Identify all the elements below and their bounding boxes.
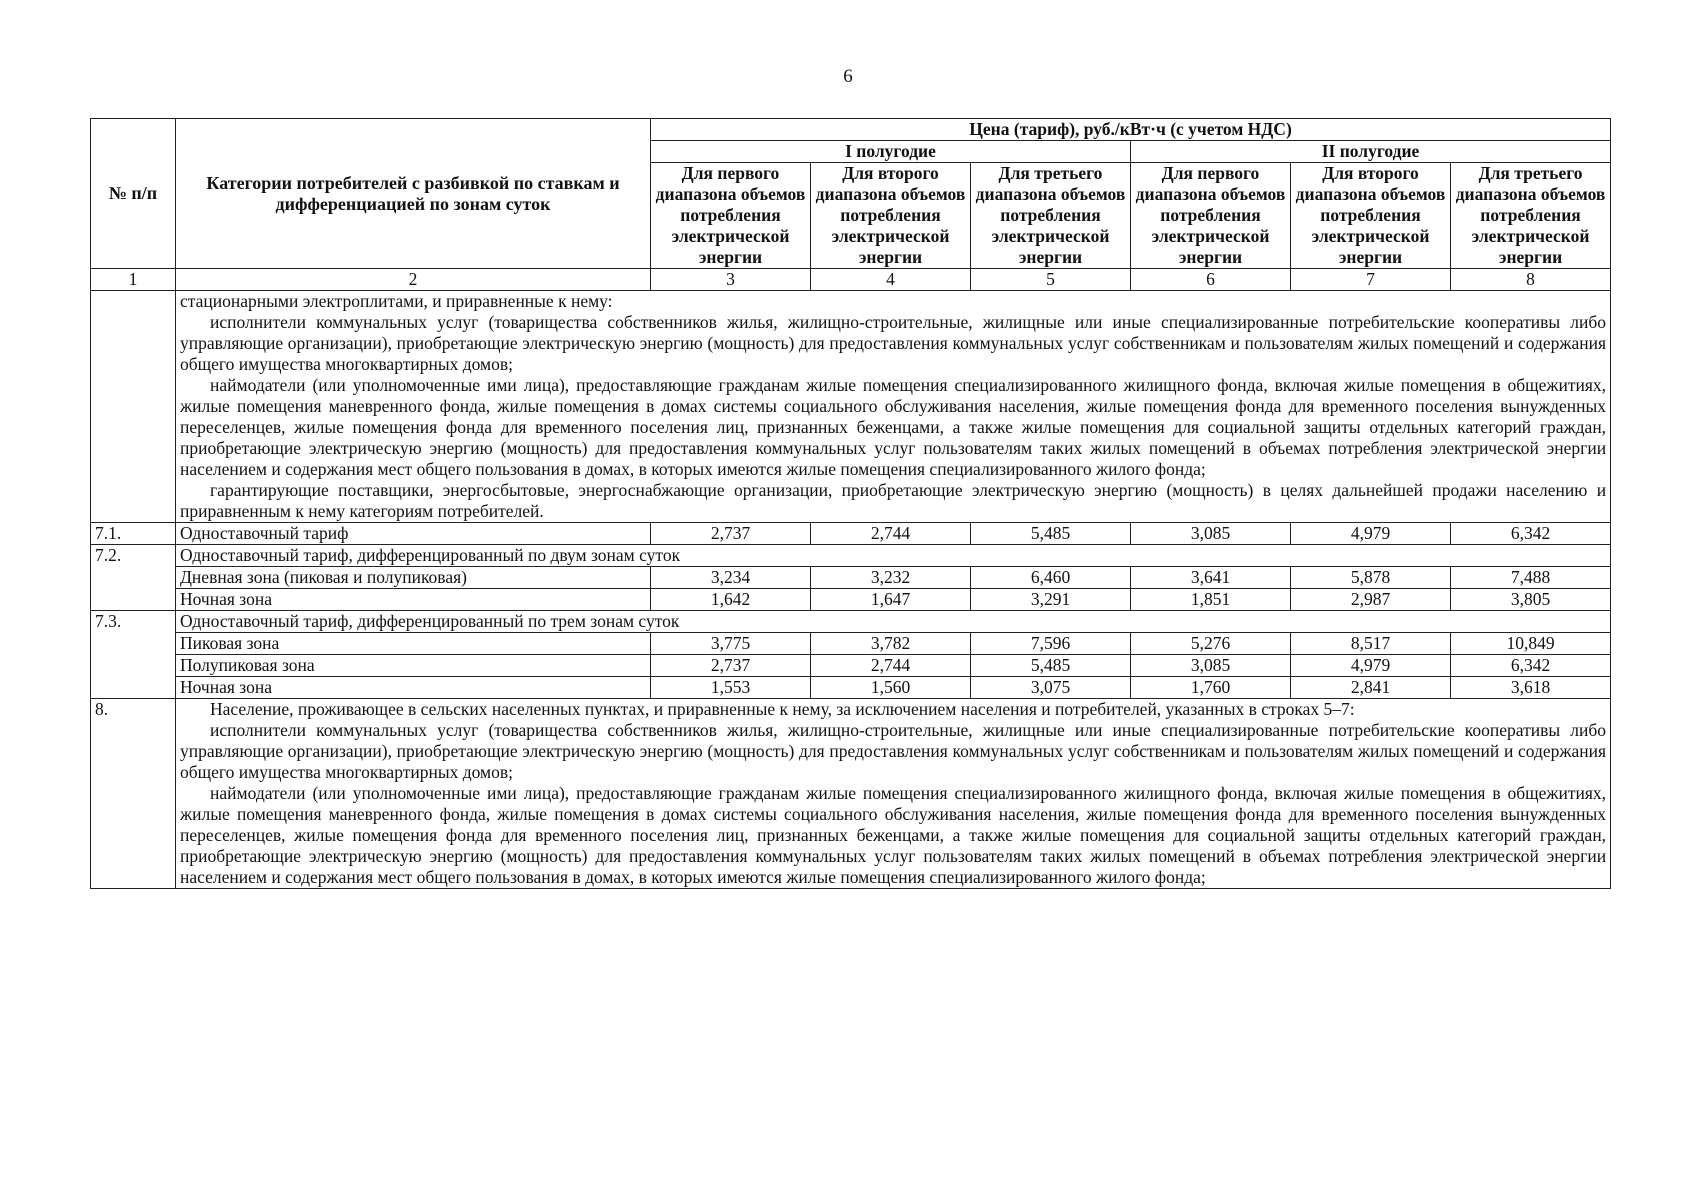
row-label: Полупиковая зона: [176, 655, 651, 677]
row-label: Ночная зона: [176, 589, 651, 611]
tariff-value: 2,987: [1291, 589, 1451, 611]
row-index: 7.3.: [91, 611, 176, 699]
tariff-value: 3,085: [1131, 655, 1291, 677]
table-row-7-3: [91, 611, 1611, 633]
row-index: 7.2.: [91, 545, 176, 611]
tariff-value: 1,560: [811, 677, 971, 699]
tariff-value: 3,782: [811, 633, 971, 655]
header-half-1: I полугодие: [651, 141, 1131, 163]
table-row-7-2: [91, 545, 1611, 567]
tariff-value: 3,775: [651, 633, 811, 655]
row-index: 7.1.: [91, 523, 176, 545]
intro-paragraph: стационарными электроплитами, и приравненные к нему:: [180, 291, 613, 311]
header-sub-col: Для второго диапазона объемов потребления электрической энергии: [1291, 163, 1451, 269]
table-row-8: [91, 699, 1611, 889]
tariff-value: 1,647: [811, 589, 971, 611]
row-label: Одноставочный тариф, дифференцированный по двум зонам суток: [176, 545, 1611, 567]
tariff-value: 8,517: [1291, 633, 1451, 655]
tariff-value: 10,849: [1451, 633, 1611, 655]
column-number: 7: [1291, 269, 1451, 291]
tariff-value: 5,276: [1131, 633, 1291, 655]
header-sub-col: Для первого диапазона объемов потребления электрической энергии: [651, 163, 811, 269]
page-number: 6: [843, 66, 853, 87]
header-category: Категории потребителей с разбивкой по ставкам и дифференциацией по зонам суток: [176, 119, 651, 269]
row-label: Одноставочный тариф, дифференцированный по трем зонам суток: [176, 611, 1611, 633]
column-number: 8: [1451, 269, 1611, 291]
row-index: 8.: [91, 699, 176, 889]
column-number: 3: [651, 269, 811, 291]
header-half-2: II полугодие: [1131, 141, 1611, 163]
tariff-value: 7,596: [971, 633, 1131, 655]
column-number: 6: [1131, 269, 1291, 291]
tariff-value: 6,342: [1451, 523, 1611, 545]
table-row-7-2-day: [91, 567, 1611, 589]
tariff-value: 1,760: [1131, 677, 1291, 699]
header-price: Цена (тариф), руб./кВт·ч (с учетом НДС): [651, 119, 1611, 141]
tariff-value: 2,841: [1291, 677, 1451, 699]
tariff-table: [90, 118, 1611, 889]
tariff-value: 1,553: [651, 677, 811, 699]
row-label: Дневная зона (пиковая и полупиковая): [176, 567, 651, 589]
tariff-value: 3,291: [971, 589, 1131, 611]
intro-idx: [91, 291, 176, 523]
tariff-value: 3,085: [1131, 523, 1291, 545]
tariff-value: 3,805: [1451, 589, 1611, 611]
tariff-value: 3,232: [811, 567, 971, 589]
intro-block-row: [91, 291, 1611, 523]
tariff-value: 3,234: [651, 567, 811, 589]
header-sub-col: Для второго диапазона объемов потребления электрической энергии: [811, 163, 971, 269]
tariff-value: 2,737: [651, 655, 811, 677]
row-label: Одноставочный тариф: [176, 523, 651, 545]
header-num: № п/п: [91, 119, 176, 269]
column-number: 1: [91, 269, 176, 291]
column-number-row: [91, 269, 1611, 291]
tariff-value: 4,979: [1291, 523, 1451, 545]
row-label: Пиковая зона: [176, 633, 651, 655]
header-row-1: [91, 119, 1611, 141]
table-row-7-3-peak: [91, 633, 1611, 655]
column-number: 4: [811, 269, 971, 291]
table-row-7-3-night: [91, 677, 1611, 699]
tariff-value: 4,979: [1291, 655, 1451, 677]
block8-paragraph: исполнители коммунальных услуг (товарищества собственников жилья, жилищно-строительные, жилищные или иные специализированные потребительские кооперативы либо управляющие организации), приобретающие электрическую энергию (мощность) для предоставления коммунальных услуг собственникам и пользователям жилых помещений и содержания общего имущества многоквартирных домов;: [180, 720, 1607, 782]
tariff-value: 5,485: [971, 655, 1131, 677]
block8-paragraph: наймодатели (или уполномоченные ими лица), предоставляющие гражданам жилые помещения специализированного жилищного фонда, включая жилые помещения в общежитиях, жилые помещения маневренного фонда, жилые помещения в домах системы социального обслуживания населения, жилые помещения фонда для временного поселения вынужденных переселенцев, жилые помещения фонда для временного поселения лиц, признанных беженцами, а также жилые помещения для социальной защиты отдельных категорий граждан, приобретающие электрическую энергию (мощность) для предоставления коммунальных услуг пользователям таких жилых помещений в объемах потребления электрической энергии населением и содержания мест общего пользования в домах, в которых имеются жилые помещения специализированного жилого фонда;: [180, 783, 1607, 887]
tariff-value: 1,642: [651, 589, 811, 611]
tariff-value: 2,744: [811, 523, 971, 545]
intro-paragraph: исполнители коммунальных услуг (товарищества собственников жилья, жилищно-строительные, жилищные или иные специализированные потребительские кооперативы либо управляющие организации), приобретающие электрическую энергию (мощность) для предоставления коммунальных услуг собственникам и пользователям жилых помещений и содержания общего имущества многоквартирных домов;: [180, 312, 1607, 374]
header-sub-col: Для третьего диапазона объемов потребления электрической энергии: [971, 163, 1131, 269]
column-number: 5: [971, 269, 1131, 291]
tariff-value: 3,618: [1451, 677, 1611, 699]
tariff-value: 6,342: [1451, 655, 1611, 677]
table-row-7-1: [91, 523, 1611, 545]
tariff-value: 5,878: [1291, 567, 1451, 589]
intro-text: [176, 291, 1611, 523]
block8-text: [176, 699, 1611, 889]
row-label: Ночная зона: [176, 677, 651, 699]
tariff-value: 2,737: [651, 523, 811, 545]
intro-paragraph: наймодатели (или уполномоченные ими лица), предоставляющие гражданам жилые помещения специализированного жилищного фонда, включая жилые помещения в общежитиях, жилые помещения маневренного фонда, жилые помещения в домах системы социального обслуживания населения, жилые помещения фонда для временного поселения вынужденных переселенцев, жилые помещения фонда для временного поселения лиц, признанных беженцами, а также жилые помещения для социальной защиты отдельных категорий граждан, приобретающие электрическую энергию (мощность) для предоставления коммунальных услуг пользователям таких жилых помещений в объемах потребления электрической энергии населением и содержания мест общего пользования в домах, в которых имеются жилые помещения специализированного жилого фонда;: [180, 375, 1607, 479]
tariff-value: 6,460: [971, 567, 1131, 589]
column-number: 2: [176, 269, 651, 291]
tariff-value: 5,485: [971, 523, 1131, 545]
table-row-7-2-night: [91, 589, 1611, 611]
block8-paragraph: Население, проживающее в сельских населенных пунктах, и приравненные к нему, за исключением населения и потребителей, указанных в строках 5–7:: [210, 699, 1355, 719]
table-row-7-3-semipeak: [91, 655, 1611, 677]
tariff-value: 3,075: [971, 677, 1131, 699]
header-sub-col: Для третьего диапазона объемов потребления электрической энергии: [1451, 163, 1611, 269]
tariff-value: 7,488: [1451, 567, 1611, 589]
tariff-value: 2,744: [811, 655, 971, 677]
tariff-value: 3,641: [1131, 567, 1291, 589]
tariff-value: 1,851: [1131, 589, 1291, 611]
header-sub-col: Для первого диапазона объемов потребления электрической энергии: [1131, 163, 1291, 269]
intro-paragraph: гарантирующие поставщики, энергосбытовые, энергоснабжающие организации, приобретающие электрическую энергию (мощность) в целях дальнейшей продажи населению и приравненным к нему категориям потребителей.: [180, 480, 1607, 521]
